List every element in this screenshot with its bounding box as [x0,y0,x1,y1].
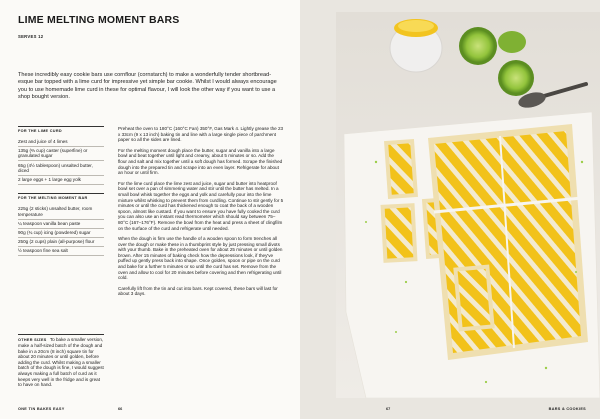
ingredient-item: 225g (2 sticks) unsalted butter, room temperature [18,205,104,220]
lime-half-icon [459,27,497,65]
book-title-footer: ONE TIN BAKES EASY [18,407,65,411]
ingredient-item: ½ teaspoon fine sea salt [18,247,104,256]
base-ingredients-list [18,205,104,256]
recipe-photo [336,12,600,398]
recipe-title: LIME MELTING MOMENT BARS [18,14,180,26]
section-title-footer: BARS & COOKIES [548,407,586,411]
ingredient-item: ¼ teaspoon vanilla bean paste [18,220,104,229]
ingredient-item: 250g (2 cups) plain (all-purpose) flour [18,238,104,247]
bar-piece-group [453,265,494,332]
method-step: For the lime curd place the lime zest and juice, sugar and butter into heatproof bowl set over a pan of simmering water and stir until the butter has melted. In a small bowl whisk together the eggs and yolk and carefully pour into the lime mixture whilst whisking to prevent them from curdling. Continue to stir gently for 5 minutes or until the curd has thickened enough to coat the back of a wooden spoon, almost like custard. If you want to ensure you have fully cooked the curd you can also use an instant read thermometer which should say between 75–80°C (167–176°F). Remove the bowl from the heat and press a sheet of clingfilm on the surface of the curd and refrigerate until needed. [118,180,284,231]
ingredient-item: 2 large eggs + 1 large egg yolk [18,176,104,185]
page-number-right: 67 [386,407,391,411]
other-sizes-note [18,334,104,388]
page-number-left: 66 [118,407,123,411]
bar-slab [428,124,588,360]
ingredient-item: Zest and juice of 4 limes [18,138,104,147]
right-page [300,0,600,419]
method-step: Preheat the oven to 180°C (160°C Fan) 350°F, Gas Mark 4. Lightly grease the 23 x 33cm (9 x 13 inch) baking tin and line with a large single piece of parchment paper so all the sides are lined. [118,126,284,143]
ingredients-column [18,126,104,264]
serves-label: SERVES 12 [18,34,44,39]
other-sizes-label: OTHER SIZES [18,337,47,342]
base-ingredients-heading: FOR THE MELTING MOMENT BAR [18,193,104,200]
method-column [118,126,284,302]
ingredient-item: 135g (⅔ cup) caster (superfine) or granulated sugar [18,147,104,162]
curd-ingredients-list [18,138,104,186]
whole-lime-icon [498,31,526,53]
other-sizes-text: To bake a smaller version, make a half-sized batch of the dough and bake in a 20cm (8 inch) square tin for about 20 minutes or until golden, before adding the curd. Whilst making a smaller batch of the dough is fine, I would suggest always making a full batch of curd as it keeps very well in the fridge and is great to have on hand. [18,336,104,388]
ingredient-item: 90g (¾ cup) icing (powdered) sugar [18,229,104,238]
salt-dish-icon [390,19,442,72]
method-step: When the dough is firm use the handle of a wooden spoon to form trenches all over the dough or make these in a thumbprint style by just pressing small divots with your thumb. Bake in the preheated oven for about 25 minutes or until golden brown. After 15 minutes of baking check how the depressions look, if they've puffed up gently press back into shape. Once golden, spoon or pipe on the curd and bake for a further 5 minutes or so until the curd has set. Remove from the oven and allow to cool for 20 minutes before covering and then refrigerating until cold. [118,236,283,281]
ingredient-item: 65g (4½ tablespoon) unsalted butter, diced [18,161,104,176]
lime-half-icon [498,60,534,96]
method-step: Carefully lift from the tin and cut into bars. Kept covered, these bars will last for about 3 days. [118,285,278,297]
method-step: For the melting moment dough place the butter, sugar and vanilla into a large bowl and beat together until light and creamy, about 5 minutes or so. Add the flour and salt and mix together until a soft dough has formed. Scrape the finished dough into the prepared tin and scrape into an even layer. Refrigerate for about an hour or until firm. [118,147,283,176]
recipe-intro: These incredibly easy cookie bars use cornflour (cornstarch) to make a wonderfully tender shortbread-esque bar topped with a lime curd for impressive yet simple bar cookie. Whilst I would always encourage you to use homemade lime curd in these for optimal flavour, I will look the other way if you want to use a shop bought version. [18,72,277,101]
curd-ingredients-heading: FOR THE LIME CURD [18,126,104,133]
